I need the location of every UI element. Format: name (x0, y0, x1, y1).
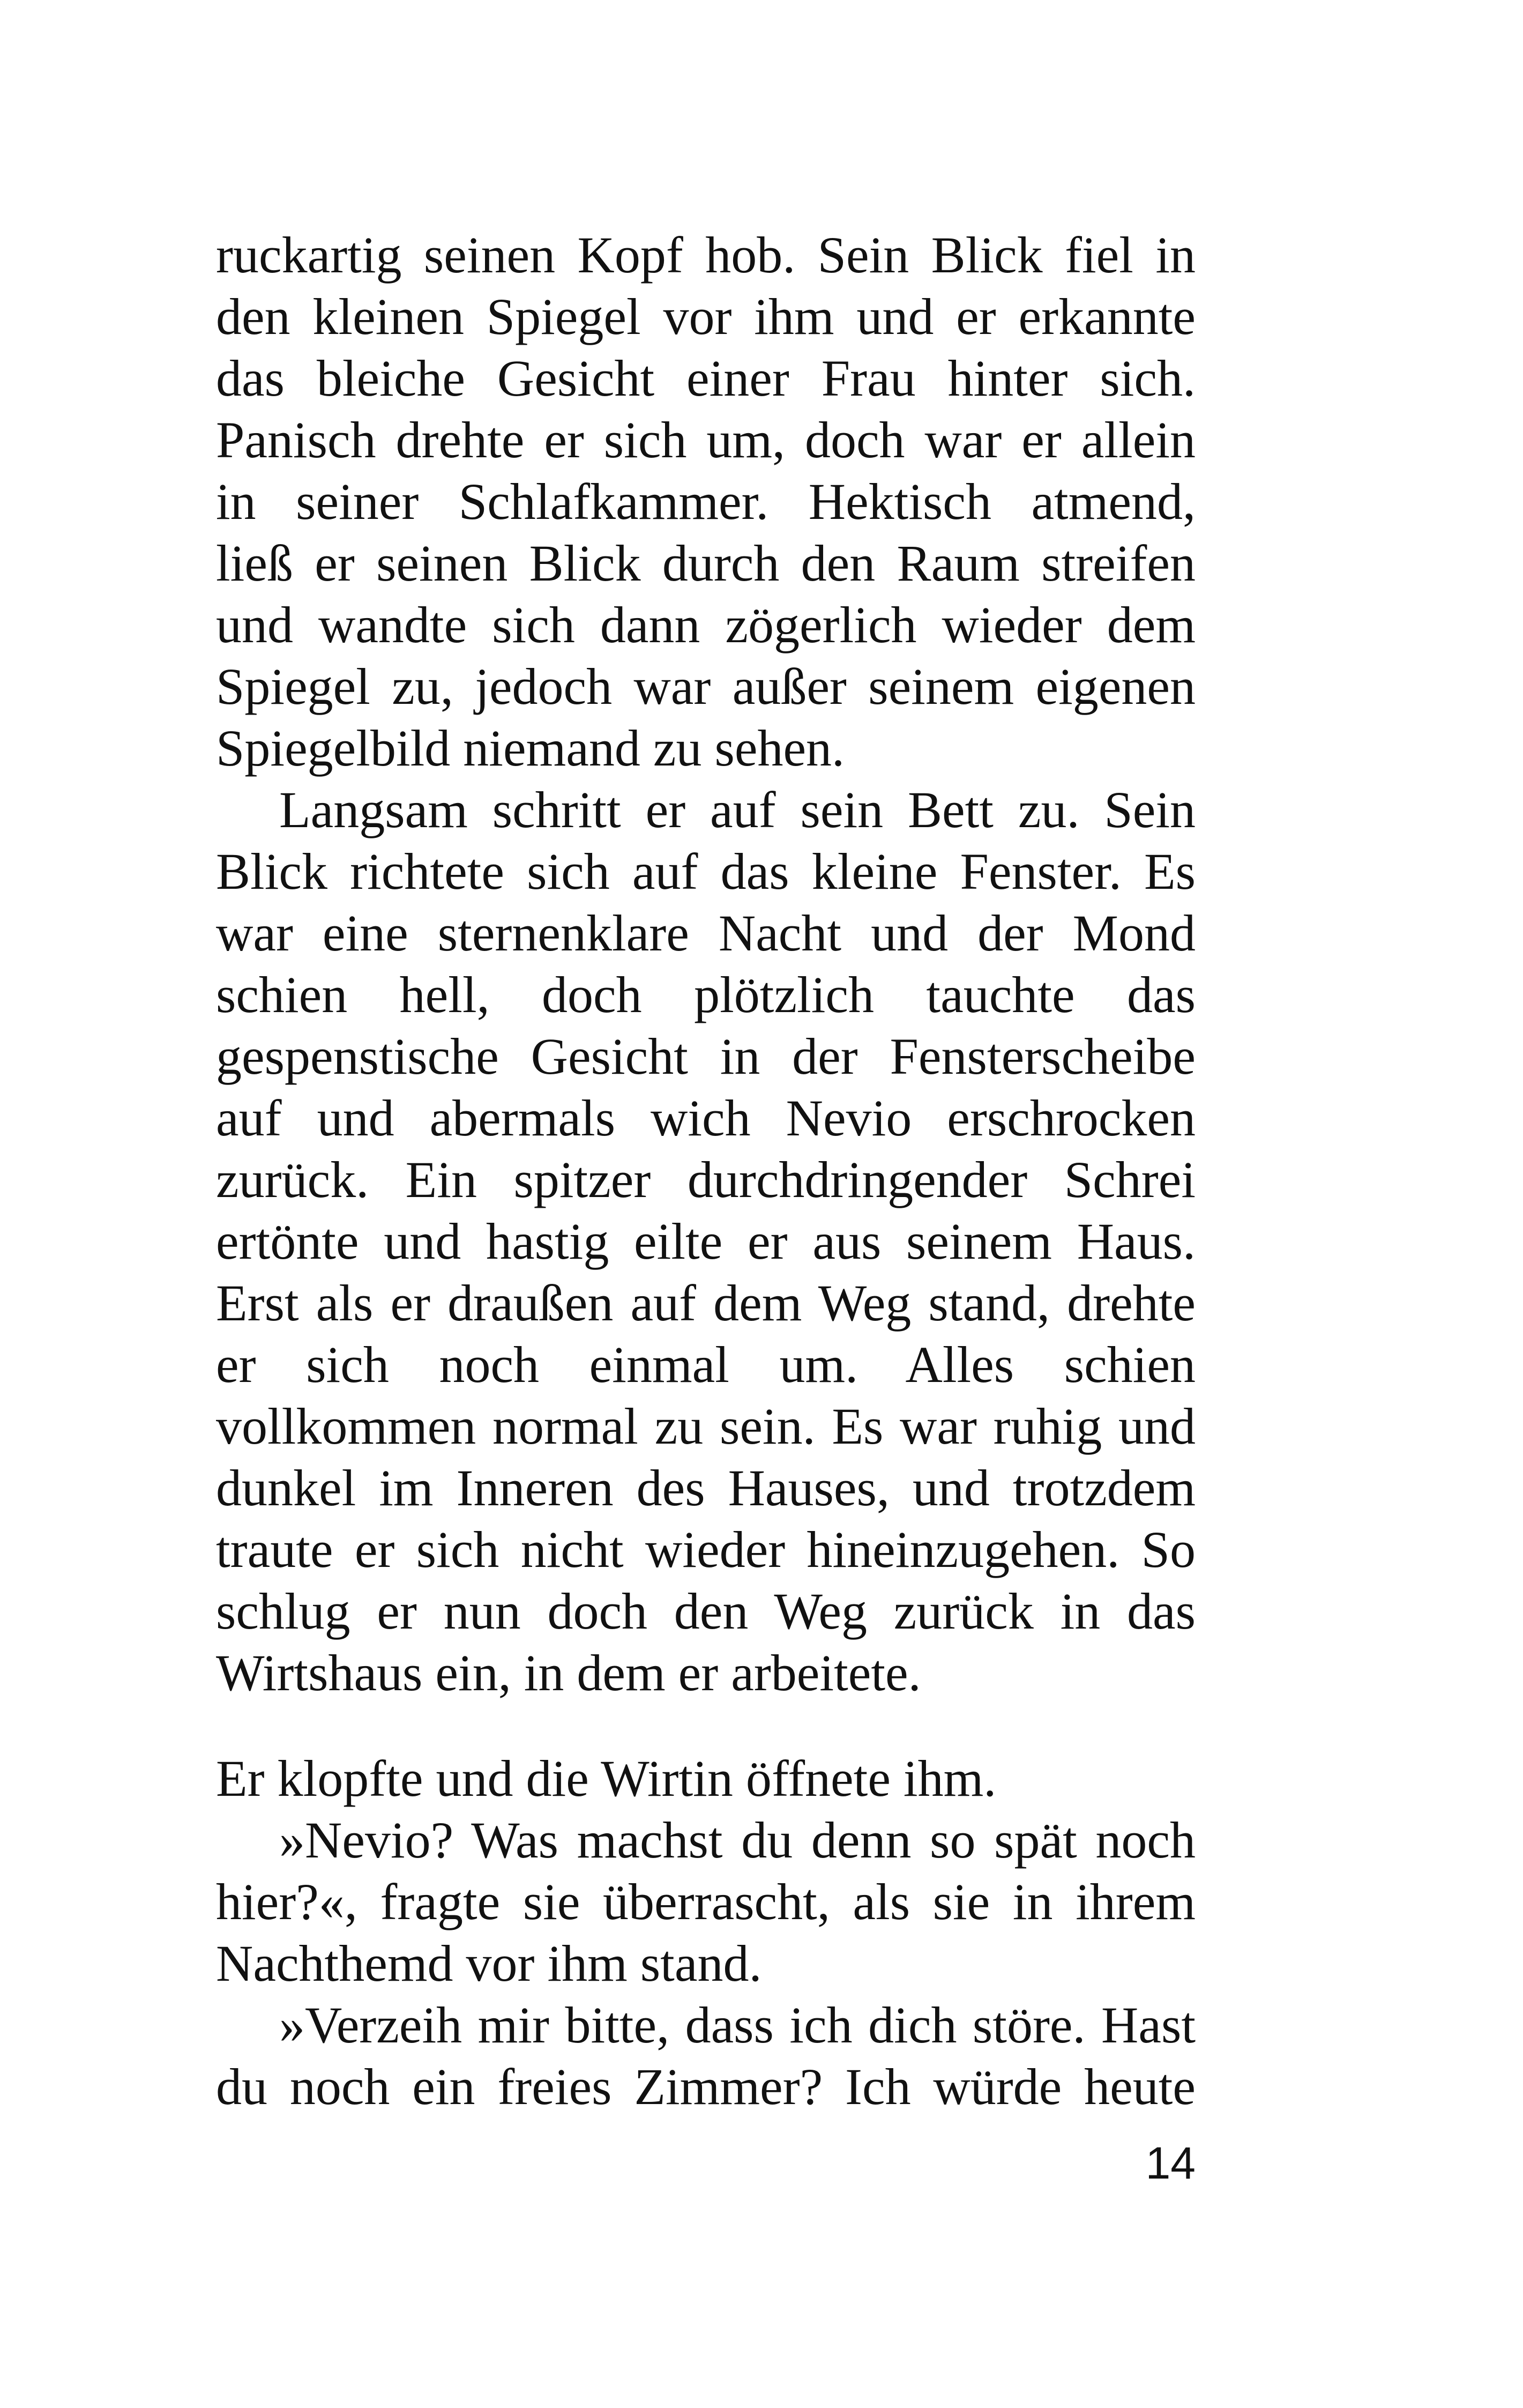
text-line: Wirtshaus ein, in dem er arbeitete. (216, 1644, 921, 1701)
text-line: schlug er nun doch den Weg zurück in das (216, 1582, 1196, 1640)
text-line: war eine sternenklare Nacht und der Mond (216, 904, 1196, 962)
paragraph-1 (216, 224, 1196, 779)
text-line: gespenstische Gesicht in der Fensterscheibe (216, 1028, 1196, 1085)
text-line: »Nevio? Was machst du denn so spät noch (279, 1811, 1196, 1869)
text-line: und wandte sich dann zögerlich wieder dem (216, 596, 1196, 653)
text-line: Spiegelbild niemand zu sehen. (216, 719, 845, 777)
text-line: schien hell, doch plötzlich tauchte das (216, 966, 1196, 1023)
text-line: Panisch drehte er sich um, doch war er allein (216, 411, 1196, 469)
text-line: Spiegel zu, jedoch war außer seinem eigenen (216, 658, 1196, 715)
text-line: ließ er seinen Blick durch den Raum streifen (216, 534, 1196, 592)
paragraph-4 (216, 1809, 1196, 1994)
paragraph-5 (216, 1994, 1196, 2117)
text-line: den kleinen Spiegel vor ihm und er erkannte (216, 288, 1196, 345)
text-line: Erst als er draußen auf dem Weg stand, drehte (216, 1274, 1196, 1332)
text-line: Er klopfte und die Wirtin öffnete ihm. (216, 1750, 997, 1807)
paragraph-2 (216, 779, 1196, 1704)
text-line: in seiner Schlafkammer. Hektisch atmend, (216, 473, 1196, 530)
text-line: zurück. Ein spitzer durchdringender Schrei (216, 1151, 1196, 1208)
text-line: hier?«, fragte sie überrascht, als sie in ihrem (216, 1873, 1196, 1930)
text-line: auf und abermals wich Nevio erschrocken (216, 1089, 1196, 1147)
text-line: Nachthemd vor ihm stand. (216, 1935, 762, 1992)
text-line: du noch ein freies Zimmer? Ich würde heute (216, 2058, 1196, 2115)
text-line: »Verzeih mir bitte, dass ich dich störe. Hast (279, 1996, 1196, 2054)
text-line: Blick richtete sich auf das kleine Fenster. Es (216, 843, 1196, 900)
text-line: traute er sich nicht wieder hineinzugehen. So (216, 1521, 1196, 1578)
text-line: Langsam schritt er auf sein Bett zu. Sein (279, 781, 1196, 838)
text-line: ertönte und hastig eilte er aus seinem Haus. (216, 1213, 1196, 1270)
text-line: dunkel im Inneren des Hauses, und trotzdem (216, 1459, 1196, 1517)
text-line: das bleiche Gesicht einer Frau hinter sich. (216, 350, 1196, 407)
text-line: er sich noch einmal um. Alles schien (216, 1336, 1196, 1393)
paragraph-3 (216, 1748, 1196, 1809)
page-number: 14 (1145, 2138, 1196, 2188)
text-line: vollkommen normal zu sein. Es war ruhig und (216, 1398, 1196, 1455)
text-line: ruckartig seinen Kopf hob. Sein Blick fiel in (216, 226, 1196, 284)
